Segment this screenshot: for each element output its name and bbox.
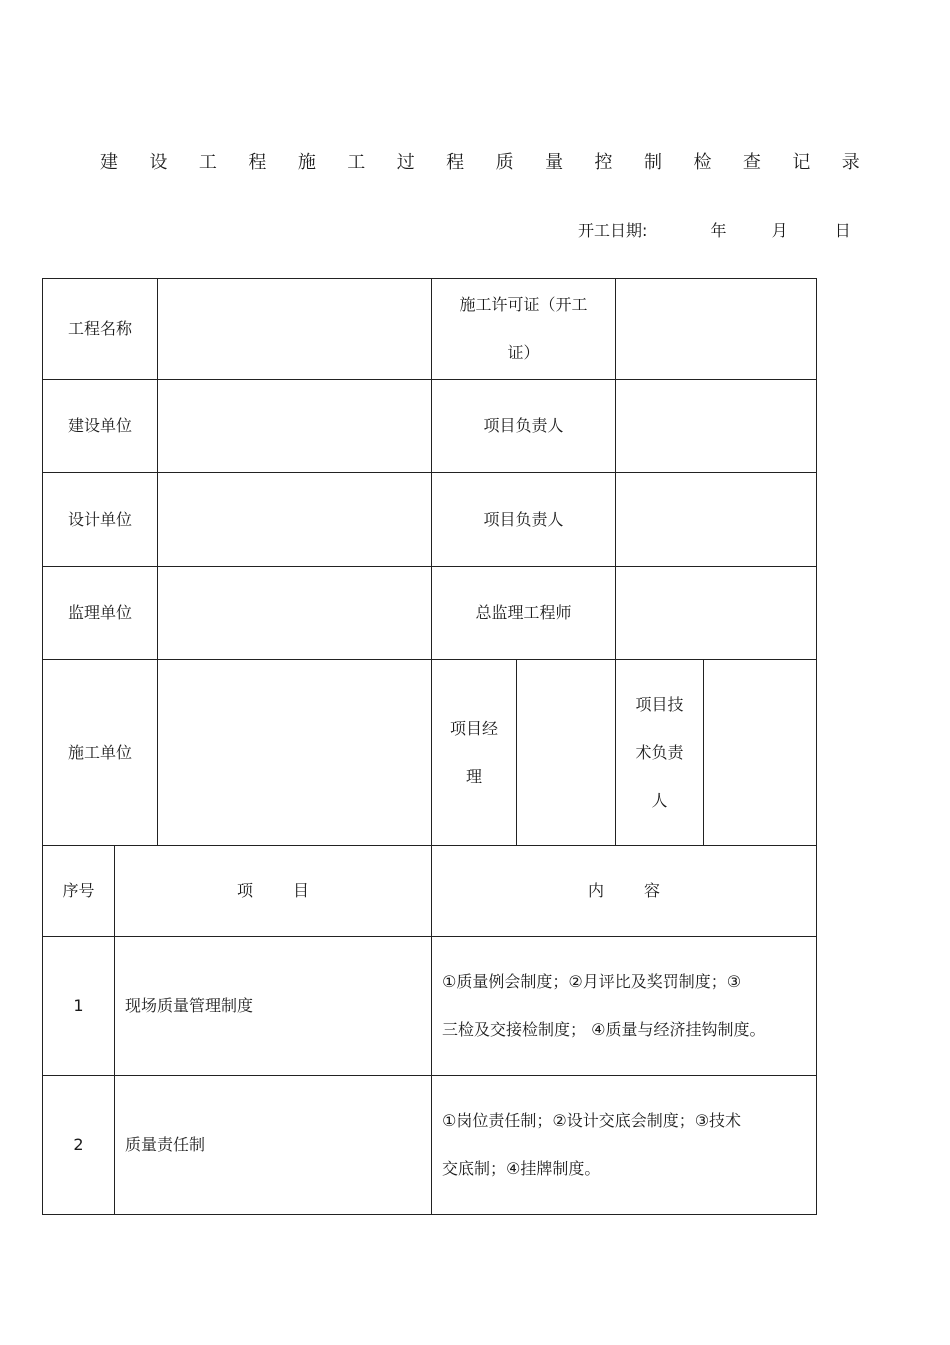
builder-lead-label: 项目负责人 [432,380,616,473]
project-name-field[interactable] [158,279,432,380]
title-char: 施 [297,152,316,173]
seq-cell: 2 [43,1076,115,1215]
content-line: ①质量例会制度；②月评比及奖罚制度；③ [442,972,742,991]
table-row [43,473,817,567]
quality-control-table [42,278,817,1215]
year-unit: 年 [710,221,727,240]
project-manager-field[interactable] [517,660,616,846]
table-row [43,660,817,846]
content-cell [432,937,817,1076]
builder-lead-field[interactable] [616,380,817,473]
title-char: 过 [396,152,415,173]
tech-label-line: 项目技 [635,694,684,714]
day-unit: 日 [834,221,851,240]
tech-label-line: 术负责 [635,742,684,762]
title-char: 查 [742,152,761,173]
title-char: 量 [545,152,564,173]
content-header [432,846,817,937]
builder-field[interactable] [158,380,432,473]
title-char: 设 [149,152,168,173]
contractor-field[interactable] [158,660,432,846]
content-cell [432,1076,817,1215]
chief-supervisor-label: 总监理工程师 [432,567,616,660]
title-char: 制 [643,152,662,173]
permit-label-line: 施工许可证（开工 [459,295,588,314]
content-line: 交底制；④挂牌制度。 [442,1159,601,1178]
item-header-char: 目 [293,881,310,900]
table-row [43,279,817,380]
supervisor-field[interactable] [158,567,432,660]
contractor-label: 施工单位 [43,660,158,846]
permit-label-line: 证） [507,343,540,362]
designer-label: 设计单位 [43,473,158,567]
table-row [43,1076,817,1215]
title-char: 程 [248,152,267,173]
start-date-label: 开工日期: [578,221,648,240]
content-line: 三检及交接检制度； ④质量与经济挂钩制度。 [442,1020,766,1039]
designer-field[interactable] [158,473,432,567]
designer-lead-field[interactable] [616,473,817,567]
title-char: 工 [347,152,366,173]
designer-lead-label: 项目负责人 [432,473,616,567]
table-header-row [43,846,817,937]
page-title [100,148,860,174]
start-date-line [578,218,851,241]
tech-lead-field[interactable] [704,660,817,846]
item-cell: 质量责任制 [115,1076,432,1215]
project-name-label: 工程名称 [43,279,158,380]
title-char: 录 [841,152,860,173]
title-char: 质 [495,152,514,173]
title-char: 工 [198,152,217,173]
title-char: 检 [693,152,712,173]
pm-label-line: 理 [466,766,483,786]
builder-label: 建设单位 [43,380,158,473]
permit-label [432,279,616,380]
month-unit: 月 [771,221,788,240]
item-header-char: 项 [236,881,253,900]
tech-label-line: 人 [651,790,668,810]
title-char: 建 [100,152,118,173]
supervisor-label: 监理单位 [43,567,158,660]
seq-header: 序号 [43,846,115,937]
project-manager-label [432,660,517,846]
item-cell: 现场质量管理制度 [115,937,432,1076]
content-header-char: 容 [644,881,661,900]
title-char: 记 [792,152,811,173]
seq-cell: 1 [43,937,115,1076]
content-header-char: 内 [588,881,605,900]
chief-supervisor-field[interactable] [616,567,817,660]
table-row [43,567,817,660]
pm-label-line: 项目经 [450,718,499,738]
table-row [43,380,817,473]
content-line: ①岗位责任制；②设计交底会制度；③技术 [442,1111,742,1130]
tech-lead-label [616,660,704,846]
title-char: 控 [594,152,613,173]
title-char: 程 [446,152,465,173]
item-header [115,846,432,937]
permit-field[interactable] [616,279,817,380]
table-row [43,937,817,1076]
